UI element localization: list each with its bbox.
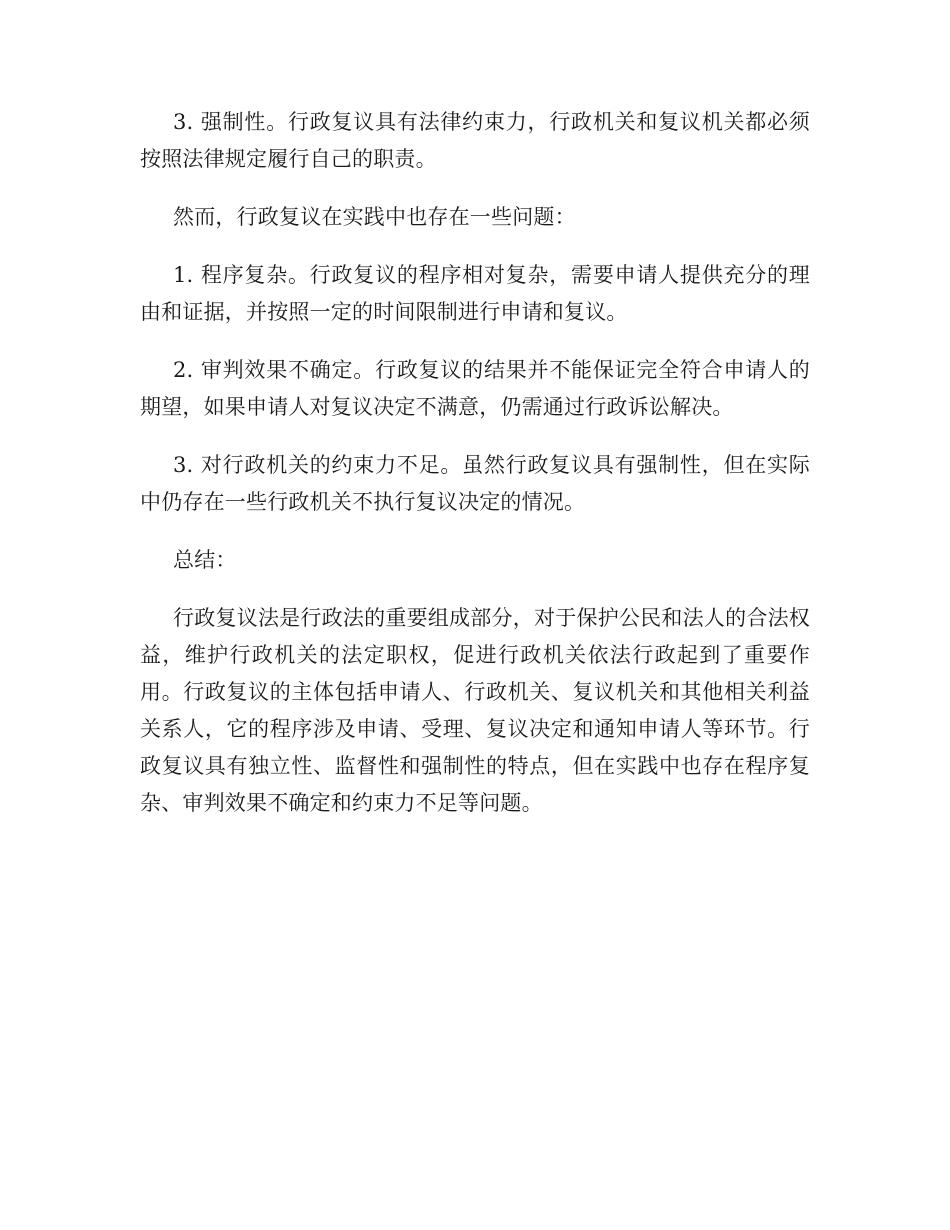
document-page <box>140 104 810 843</box>
paragraph-coerciveness: 3. 强制性。行政复议具有法律约束力，行政机关和复议机关都必须按照法律规定履行自己的职责。 <box>140 110 810 171</box>
paragraph-problem-2: 2. 审判效果不确定。行政复议的结果并不能保证完全符合申请人的期望，如果申请人对复议决定不满意，仍需通过行政诉讼解决。 <box>140 358 810 419</box>
paragraph-summary-body: 行政复议法是行政法的重要组成部分，对于保护公民和法人的合法权益，维护行政机关的法定职权，促进行政机关依法行政起到了重要作用。行政复议的主体包括申请人、行政机关、复议机关和其他相关利益关系人，它的程序涉及申请、受理、复议决定和通知申请人等环节。行政复议具有独立性、监督性和强制性的特点，但在实践中也存在程序复杂、审判效果不确定和约束力不足等问题。 <box>140 606 810 815</box>
paragraph-problem-1: 1. 程序复杂。行政复议的程序相对复杂，需要申请人提供充分的理由和证据，并按照一定的时间限制进行申请和复议。 <box>140 263 810 324</box>
paragraph-summary-heading: 总结： <box>173 548 237 572</box>
paragraph-problem-3: 3. 对行政机关的约束力不足。虽然行政复议具有强制性，但在实际中仍存在一些行政机关不执行复议决定的情况。 <box>140 453 810 514</box>
paragraph-problems-intro: 然而，行政复议在实践中也存在一些问题： <box>173 205 576 229</box>
